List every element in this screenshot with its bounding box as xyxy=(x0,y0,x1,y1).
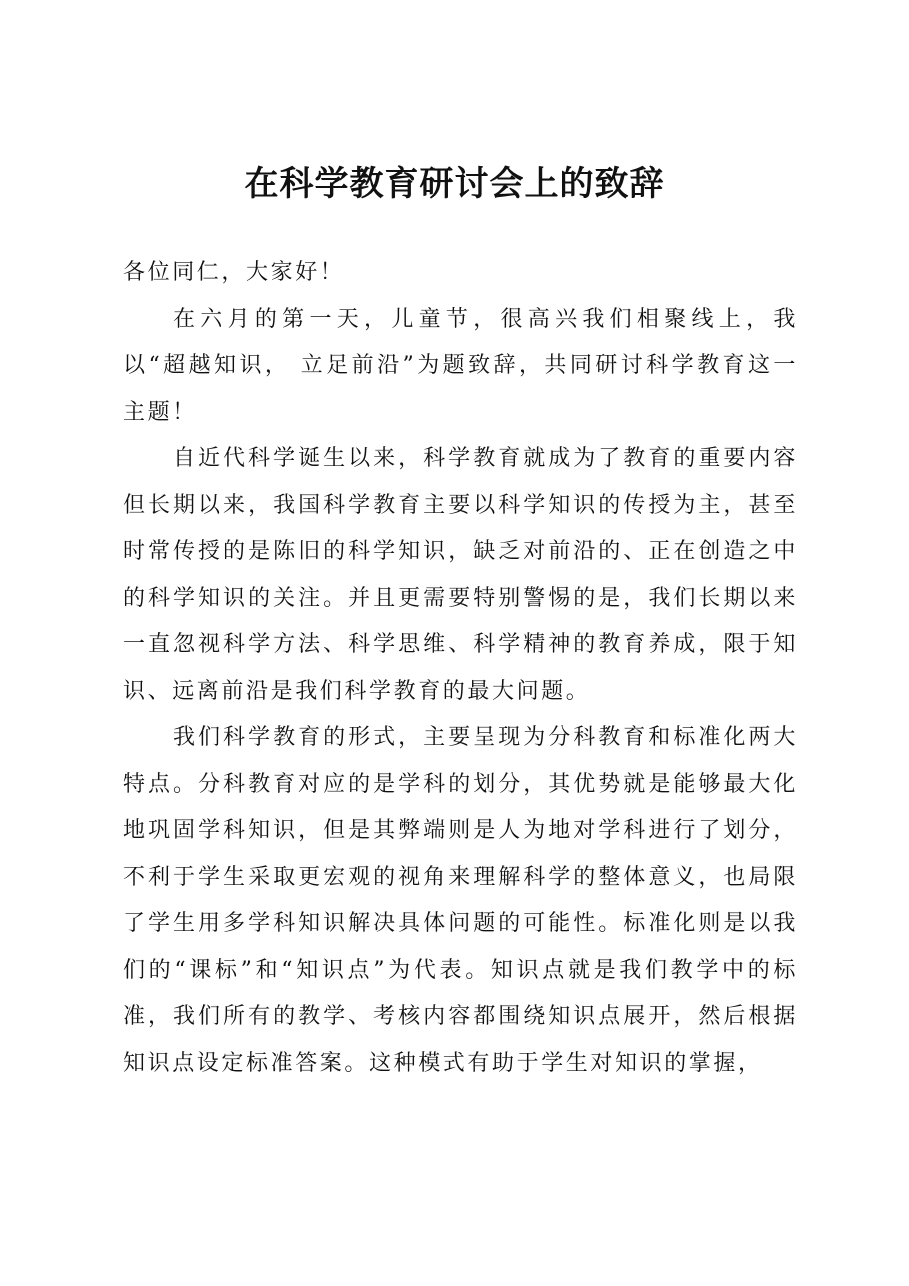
body-paragraph: 在六月的第一天，儿童节，很高兴我们相聚线上，我以“超越知识， 立足前沿”为题致辞，共同研讨科学教育这一主题！ xyxy=(123,306,798,425)
body-paragraph: 我们科学教育的形式，主要呈现为分科教育和标准化两大特点。分科教育对应的是学科的划分，其优势就是能够最大化地巩固学科知识，但是其弊端则是人为地对学科进行了划分，不利于学生采取更宏观的视角来理解科学的整体意义，也局限了学生用多学科知识解决具体问题的可能性。标准化则是以我们的“课标”和“知识点”为代表。知识点就是我们教学中的标准，我们所有的教学、考核内容都围绕知识点展开，然后根据知识点设定标准答案。这种模式有助于学生对知识的掌握， xyxy=(123,725,798,1076)
body-paragraph: 自近代科学诞生以来，科学教育就成为了教育的重要内容但长期以来，我国科学教育主要以科学知识的传授为主，甚至时常传授的是陈旧的科学知识，缺乏对前沿的、正在创造之中的科学知识的关注。并且更需要特别警惕的是，我们长期以来一直忽视科学方法、科学思维、科学精神的教育养成，限于知识、远离前沿是我们科学教育的最大问题。 xyxy=(123,446,798,704)
greeting-paragraph: 各位同仁，大家好！ xyxy=(123,260,345,285)
document-title: 在科学教育研讨会上的致辞 xyxy=(244,164,665,204)
document-body xyxy=(123,250,798,1087)
